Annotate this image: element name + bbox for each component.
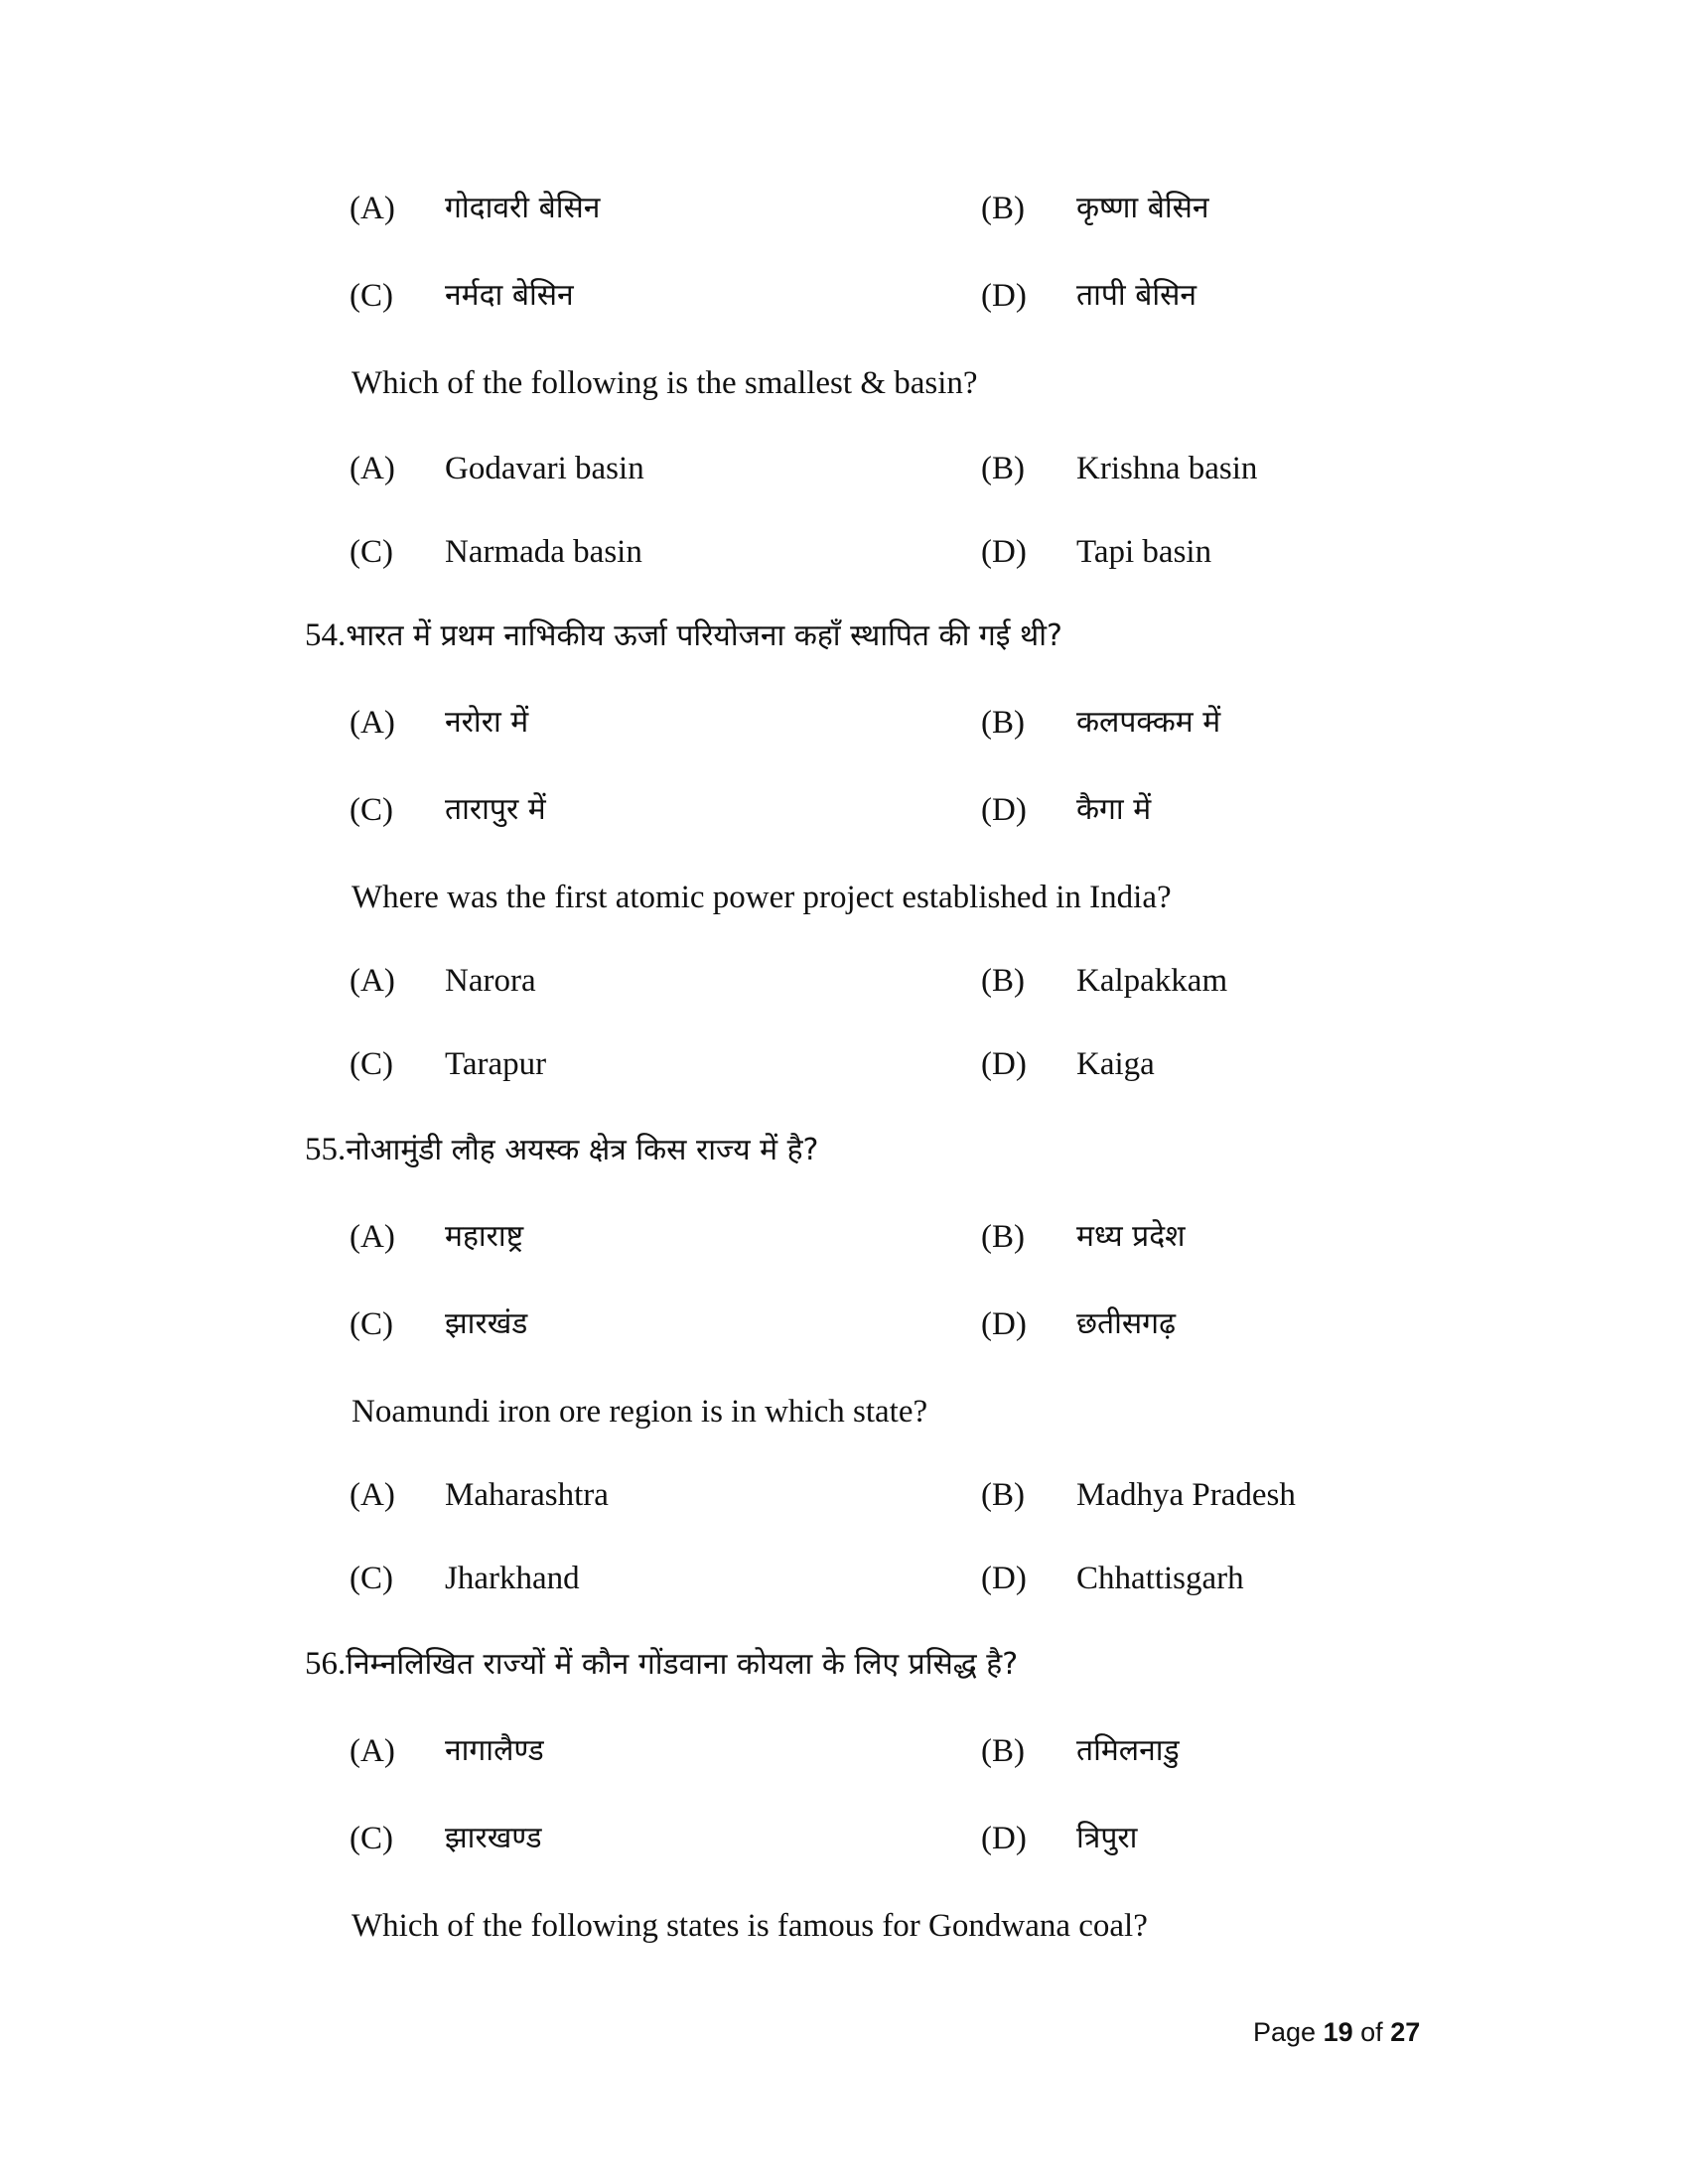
page-of: of (1360, 2017, 1383, 2047)
option-text: महाराष्ट्र (445, 1219, 524, 1254)
option-label: (A) (350, 705, 395, 741)
option-label: (D) (981, 534, 1027, 570)
option-label: (A) (350, 1733, 395, 1769)
option-text: झारखण्ड (445, 1821, 542, 1855)
option-label: (A) (350, 191, 395, 226)
question-text: भारत में प्रथम नाभिकीय ऊर्जा परियोजना कहाँ स्थापित की गई थी? (346, 618, 1062, 653)
option-text: कलपक्कम में (1076, 705, 1221, 740)
option-label: (C) (350, 1561, 393, 1596)
option-text: नरोरा में (445, 705, 529, 740)
option-text: Narmada basin (445, 534, 642, 570)
option-label: (D) (981, 792, 1027, 828)
q54-english-question: Where was the first atomic power project established in India? (352, 880, 1172, 915)
option-label: (C) (350, 534, 393, 570)
option-text: Maharashtra (445, 1477, 609, 1513)
q56-english-question: Which of the following states is famous for Gondwana coal? (352, 1908, 1148, 1944)
option-label: (B) (981, 963, 1025, 999)
option-label: (D) (981, 1046, 1027, 1082)
option-text: Madhya Pradesh (1076, 1477, 1296, 1513)
option-text: कैगा में (1076, 792, 1152, 827)
option-label: (C) (350, 278, 393, 314)
page-prefix: Page (1253, 2017, 1317, 2047)
option-label: (C) (350, 1306, 393, 1342)
option-text: Jharkhand (445, 1561, 580, 1596)
option-text: गोदावरी बेसिन (445, 191, 601, 225)
current-page: 19 (1323, 2017, 1353, 2047)
option-label: (D) (981, 1561, 1027, 1596)
option-label: (D) (981, 278, 1027, 314)
option-label: (C) (350, 1046, 393, 1082)
option-text: Kaiga (1076, 1046, 1155, 1082)
option-label: (B) (981, 191, 1025, 226)
option-label: (B) (981, 1733, 1025, 1769)
option-text: तमिलनाडु (1076, 1733, 1180, 1768)
option-text: नागालैण्ड (445, 1733, 544, 1768)
question-text: नोआमुंडी लौह अयस्क क्षेत्र किस राज्य में है? (346, 1133, 819, 1167)
option-text: Tapi basin (1076, 534, 1212, 570)
question-number: 54. (305, 617, 347, 653)
option-label: (C) (350, 792, 393, 828)
q54-hindi-question (305, 615, 1062, 656)
option-text: नर्मदा बेसिन (445, 278, 574, 313)
option-label: (B) (981, 705, 1025, 741)
option-text: Tarapur (445, 1046, 547, 1082)
page-number (1253, 2015, 1420, 2049)
option-label: (B) (981, 1219, 1025, 1255)
option-text: छतीसगढ़ (1076, 1306, 1176, 1341)
option-text: Narora (445, 963, 536, 999)
option-text: Chhattisgarh (1076, 1561, 1244, 1596)
q55-hindi-question (305, 1130, 818, 1170)
option-label: (B) (981, 1477, 1025, 1513)
option-label: (A) (350, 1477, 395, 1513)
option-text: Kalpakkam (1076, 963, 1228, 999)
question-text: निम्नलिखित राज्यों में कौन गोंडवाना कोयला के लिए प्रसिद्ध है? (346, 1647, 1019, 1682)
option-text: मध्य प्रदेश (1076, 1219, 1186, 1254)
option-label: (B) (981, 451, 1025, 486)
option-text: तारापुर में (445, 792, 546, 827)
option-label: (A) (350, 451, 395, 486)
question-number: 56. (305, 1646, 347, 1682)
option-text: तापी बेसिन (1076, 278, 1197, 313)
q55-english-question: Noamundi iron ore region is in which state? (352, 1394, 928, 1430)
option-text: झारखंड (445, 1306, 528, 1341)
q56-hindi-question (305, 1644, 1018, 1685)
option-label: (A) (350, 963, 395, 999)
option-label: (D) (981, 1821, 1027, 1856)
option-text: कृष्णा बेसिन (1076, 191, 1209, 225)
option-text: Krishna basin (1076, 451, 1258, 486)
option-label: (D) (981, 1306, 1027, 1342)
question-number: 55. (305, 1132, 347, 1167)
option-text: Godavari basin (445, 451, 644, 486)
total-pages: 27 (1390, 2017, 1421, 2047)
option-text: त्रिपुरा (1076, 1821, 1138, 1855)
q53-english-question: Which of the following is the smallest & basin? (352, 365, 978, 401)
option-label: (A) (350, 1219, 395, 1255)
option-label: (C) (350, 1821, 393, 1856)
